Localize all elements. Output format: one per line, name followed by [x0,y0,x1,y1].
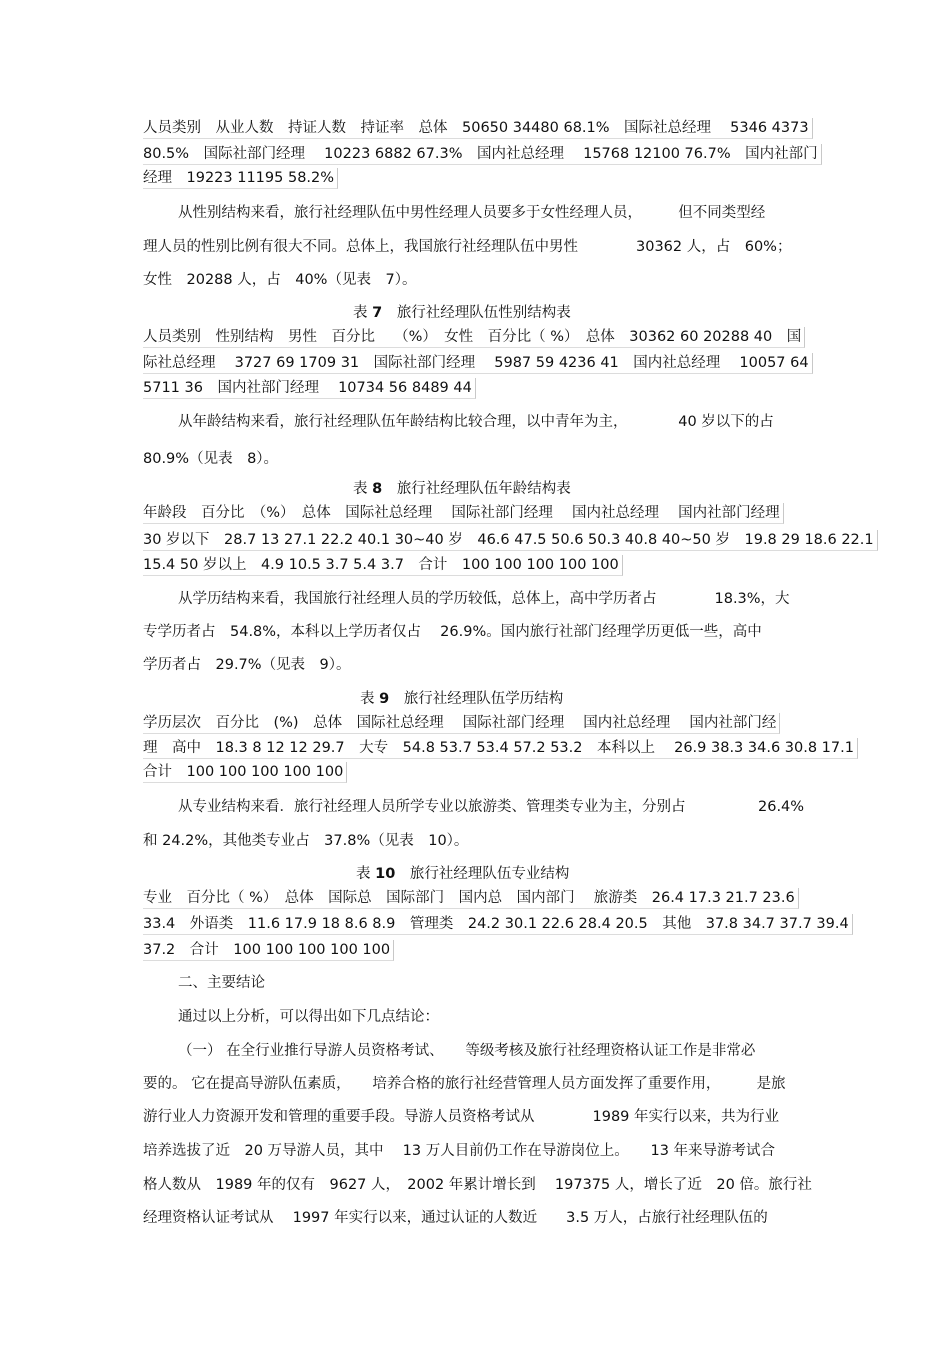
table-row: 人员类别 性别结构 男性 百分比 （%） 女性 百分比（ %） 总体 30362 60 20288 40 国 [143,327,805,348]
paragraph-line: 要的。 它在提高导游队伍素质， 培养合格的旅行社经营管理人员方面发挥了重要作用， 是旅 [143,1076,786,1092]
table-row: 15.4 50 岁以上 4.9 10.5 3.7 5.4 3.7 合计 100 100 100 100 100 [143,555,623,576]
table-row: 33.4 外语类 11.6 17.9 18 8.6 8.9 管理类 24.2 30.1 22.6 28.4 20.5 其他 37.8 34.7 37.7 39.4 [143,914,853,935]
paragraph-line: 专学历者占 54.8%，本科以上学历者仅占 26.9%。国内旅行社部门经理学历更低一些，高中 [143,624,762,640]
table-row: 学历层次 百分比 (%) 总体 国际社总经理 国际社部门经理 国内社总经理 国内社部门经 [143,713,780,734]
table-row: 人员类别 从业人数 持证人数 持证率 总体 50650 34480 68.1% 国际社总经理 5346 4373 [143,118,813,139]
caption-title: 旅行社经理队伍学历结构 [403,691,564,707]
paragraph-line: 女性 20288 人，占 40%（见表 7）。 [143,272,417,288]
caption-number: 10 [375,866,396,882]
caption-title: 旅行社经理队伍专业结构 [409,866,570,882]
paragraph-line: 从专业结构来看．旅行社经理人员所学专业以旅游类、管理类专业为主，分别占 26.4% [178,799,805,815]
caption-label: 表 [353,305,368,321]
caption-number: 9 [379,691,390,707]
section-heading: 二、主要结论 [178,975,265,991]
paragraph-line: 80.9%（见表 8）。 [143,451,279,467]
table-row: 80.5% 国际社部门经理 10223 6882 67.3% 国内社总经理 15768 12100 76.7% 国内社部门 [143,144,822,165]
table-row: 理 高中 18.3 8 12 12 29.7 大专 54.8 53.7 53.4 57.2 53.2 本科以上 26.9 38.3 34.6 30.8 17.1 [143,738,858,759]
table-row: 5711 36 国内社部门经理 10734 56 8489 44 [143,378,476,399]
paragraph-line: 从年龄结构来看，旅行社经理队伍年龄结构比较合理，以中青年为主， 40 岁以下的占 [178,414,774,430]
paragraph-line: 学历者占 29.7%（见表 9）。 [143,657,351,673]
table-row: 年龄段 百分比 （%） 总体 国际社总经理 国际社部门经理 国内社总经理 国内社部门经理 [143,503,784,524]
table-row: 30 岁以下 28.7 13 27.1 22.2 40.1 30~40 岁 46.6 47.5 50.6 50.3 40.8 40~50 岁 19.8 29 18.6 22.1 [143,530,878,551]
table-caption [360,689,563,709]
caption-number: 7 [372,305,383,321]
caption-label: 表 [360,691,375,707]
caption-label: 表 [356,866,371,882]
paragraph-line: 培养选拔了近 20 万导游人员，其中 13 万人目前仍工作在导游岗位上。 13 年来导游考试合 [143,1143,776,1159]
table-row: 专业 百分比（ %） 总体 国际总 国际部门 国内总 国内部门 旅游类 26.4 17.3 21.7 23.6 [143,888,799,909]
paragraph-line: 经理资格认证考试从 1997 年实行以来，通过认证的人数近 3.5 万人，占旅行社经理队伍的 [143,1210,768,1226]
caption-title: 旅行社经理队伍性别结构表 [396,305,571,321]
paragraph-line: 理人员的性别比例有很大不同。总体上，我国旅行社经理队伍中男性 30362 人，占 60%； [143,239,792,255]
paragraph-line: 从性别结构来看，旅行社经理队伍中男性经理人员要多于女性经理人员， 但不同类型经 [178,205,766,221]
paragraph-line: （一） 在全行业推行导游人员资格考试、 等级考核及旅行社经理资格认证工作是非常必 [178,1043,756,1059]
table-caption [353,303,571,323]
caption-number: 8 [372,481,383,497]
paragraph-line: 通过以上分析，可以得出如下几点结论： [178,1009,439,1025]
table-row: 合计 100 100 100 100 100 [143,762,347,783]
table-caption [353,479,571,499]
caption-title: 旅行社经理队伍年龄结构表 [396,481,571,497]
caption-label: 表 [353,481,368,497]
table-row: 经理 19223 11195 58.2% [143,168,338,189]
paragraph-line: 游行业人力资源开发和管理的重要手段。导游人员资格考试从 1989 年实行以来，共为行业 [143,1109,780,1125]
paragraph-line: 和 24.2%，其他类专业占 37.8%（见表 10）。 [143,833,469,849]
paragraph-line: 格人数从 1989 年的仅有 9627 人， 2002 年累计增长到 197375 人，增长了近 20 倍。旅行社 [143,1177,812,1193]
table-row: 37.2 合计 100 100 100 100 100 [143,940,394,961]
paragraph-line: 从学历结构来看，我国旅行社经理人员的学历较低，总体上，高中学历者占 18.3%，大 [178,591,790,607]
table-row: 际社总经理 3727 69 1709 31 国际社部门经理 5987 59 4236 41 国内社总经理 10057 64 [143,353,813,374]
table-caption [356,864,569,884]
